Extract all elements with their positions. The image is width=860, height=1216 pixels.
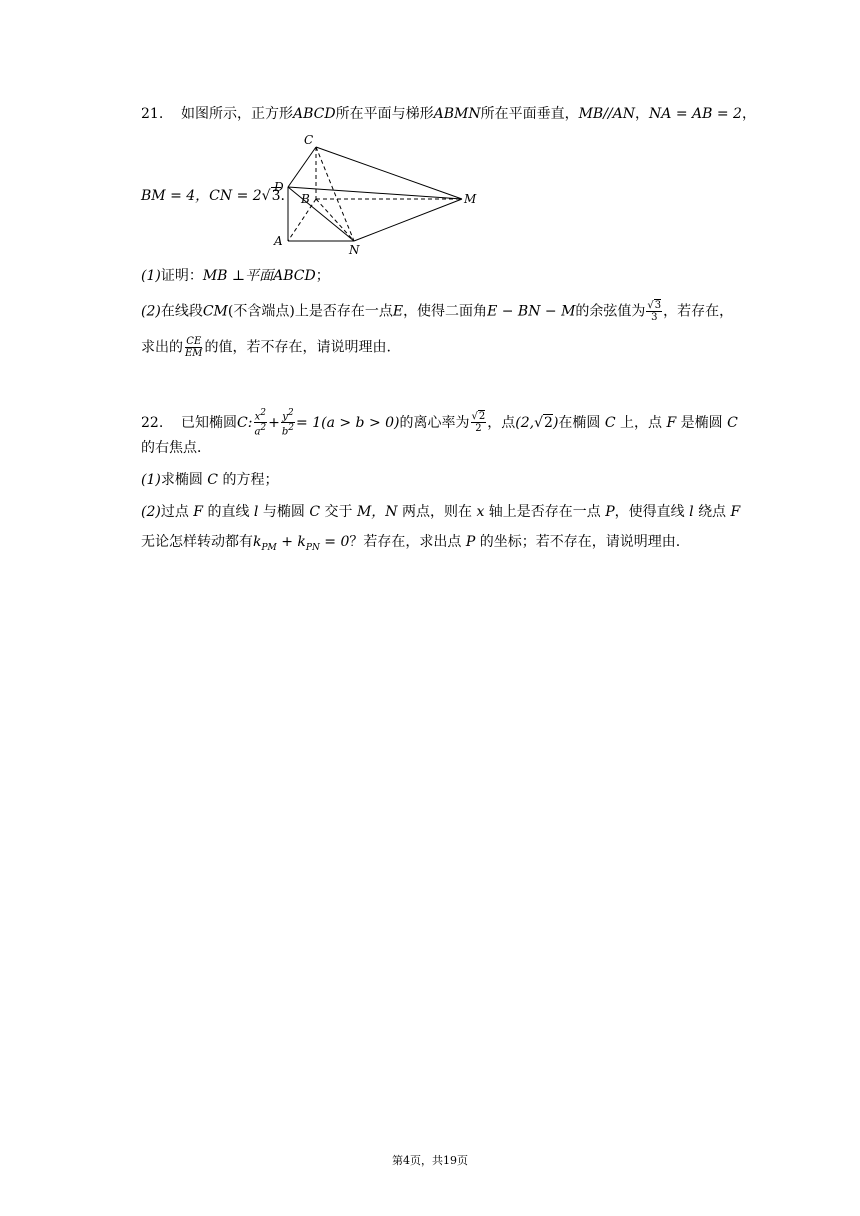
q22-text: 在椭圆 (558, 414, 601, 431)
fraction-numerator: y (282, 411, 288, 423)
q21-condition: MB//AN (578, 106, 636, 122)
edge-cd (288, 147, 316, 187)
sqrt-symbol: √ (647, 300, 654, 311)
cos-fraction (646, 300, 662, 323)
q22-text: 过点 (160, 504, 189, 520)
q22-math: C (727, 414, 738, 431)
label-d: D (274, 180, 284, 194)
y-fraction (281, 408, 295, 438)
q22-math: l (689, 504, 694, 520)
subscript: PN (305, 542, 320, 553)
q21-math: E − BN − M (487, 303, 576, 320)
x-fraction (253, 408, 267, 438)
q21-part-2-cont (141, 336, 391, 359)
q22-text: ，点 (487, 414, 516, 431)
q22-text: 交于 (324, 504, 353, 520)
q21-math: CM (202, 303, 228, 320)
exponent: 2 (288, 423, 295, 434)
q21-abmn: ABMN (433, 106, 481, 122)
q21-radicand: 3 (271, 188, 281, 204)
q22-text: 绕点 (698, 504, 727, 520)
q22-math: C (207, 472, 219, 488)
fraction-denominator: 3 (651, 312, 658, 323)
edge-nm (354, 199, 462, 241)
q21-text: 上是否存在一点 (294, 303, 393, 320)
q21-text: ，使得二面角 (403, 303, 488, 320)
q22-text: 的坐标；若不存在，请说明理由. (479, 534, 681, 550)
fraction-numerator: CE (186, 336, 202, 347)
q21-line-2 (141, 186, 285, 206)
q22-math: P (605, 504, 615, 520)
q22-math: = 0 (319, 534, 350, 550)
q21-line-1 (141, 104, 756, 124)
q22-math: k (253, 534, 262, 550)
q21-math: E (392, 303, 404, 320)
q22-line-1: 22. 已知椭圆C: $\frac{x^2}{a^2}$ + $\frac{y^2}{b^2}$ = 1(a > b > 0)的离心率为 $\frac{√2}{2}$ ，点(2,√2)在椭圆 C 上，点 F 是椭圆 C (141, 408, 738, 438)
q22-text: 的方程； (222, 472, 279, 488)
q22-math: + (276, 534, 298, 550)
q21-text: 的余弦值为 (575, 303, 646, 320)
q22-math: P (465, 534, 476, 550)
q22-math: = 1(a > b > 0) (296, 414, 400, 431)
q22-text: 与椭圆 (262, 504, 305, 520)
q22-math: ) (552, 414, 559, 431)
q21-text: ， (635, 106, 650, 122)
q22-text: 已知椭圆 (181, 414, 237, 431)
fraction-numerator: 3 (654, 300, 662, 311)
q21-part-1 (141, 266, 330, 286)
fraction-denominator: a (254, 426, 261, 438)
part-tag: (2) (141, 504, 161, 520)
q21-number: 21. (141, 106, 164, 122)
q21-text: 的值，若不存在，请说明理由. (204, 339, 391, 356)
q22-text: 的直线 (207, 504, 250, 520)
geometry-figure (270, 133, 490, 258)
q22-text: ？若存在，求出点 (349, 534, 462, 550)
q22-math: F (730, 504, 741, 520)
fraction-denominator: 2 (475, 423, 482, 435)
label-b: B (301, 192, 310, 206)
q21-abcd: ABCD (293, 106, 336, 122)
q22-text: 轴上是否存在一点 (488, 504, 601, 520)
q21-text: ， (741, 106, 756, 122)
label-c: C (304, 133, 314, 147)
q22-text: 是椭圆 (680, 414, 723, 431)
q22-part-2-cont (141, 532, 680, 558)
page-footer: 第4页，共19页 (392, 1154, 468, 1167)
q22-number: 22. (141, 414, 164, 431)
fraction-numerator: 2 (478, 411, 486, 423)
q22-math: C (309, 504, 321, 520)
q22-math: C (604, 414, 616, 431)
q22-text: 的离心率为 (399, 414, 470, 431)
subscript: PM (261, 542, 277, 553)
fraction-denominator: b (281, 426, 289, 438)
q22-math: M，N (356, 504, 398, 520)
q22-text: 上，点 (620, 414, 663, 431)
q22-math: F (666, 414, 677, 431)
exponent: 2 (260, 408, 266, 418)
q22-text: 两点，则在 (401, 504, 472, 520)
q21-text: ，若存在， (663, 303, 734, 320)
label-a: A (274, 234, 283, 248)
q21-condition: ，CN = 2 (195, 188, 262, 204)
q21-text: (不含端点) (227, 303, 295, 320)
q22-text: 求椭圆 (160, 472, 203, 488)
part-tag: (2) (141, 303, 161, 320)
q22-math: x (476, 504, 485, 520)
q22-math: F (193, 504, 204, 520)
q22-part-2 (141, 502, 740, 522)
edge-dn (288, 187, 354, 241)
q22-text: ，使得直线 (614, 504, 685, 520)
ratio-fraction (184, 336, 204, 359)
edge-bn-hidden (316, 199, 354, 241)
q21-condition: NA = AB = 2 (649, 106, 742, 122)
edge-cm (316, 147, 462, 199)
q22-math: (2, (515, 414, 535, 431)
q22-part-1 (141, 470, 278, 490)
label-m: M (464, 192, 477, 206)
q21-part-2 (141, 300, 733, 323)
q21-abcd: ABCD (273, 268, 316, 284)
fraction-numerator: x (254, 411, 261, 423)
q22-math: k (297, 534, 306, 550)
part-tag: (1) (141, 268, 161, 284)
q22-math: l (253, 504, 259, 520)
edge-dm (288, 187, 462, 199)
q21-text: 证明： (160, 268, 203, 284)
q22-radicand: 2 (544, 414, 553, 431)
exponent: 2 (260, 423, 267, 434)
sqrt-symbol: √ (534, 414, 544, 431)
sqrt-symbol: √ (261, 188, 271, 204)
q21-text: 在线段 (160, 303, 203, 320)
fraction-denominator: EM (185, 348, 203, 359)
q21-text: ； (315, 268, 330, 284)
q21-text: 所在平面垂直， (480, 106, 579, 122)
q21-text: 所在平面与梯形 (335, 106, 434, 122)
edge-cn-hidden (316, 147, 354, 241)
q21-math: MB ⊥平面 (202, 268, 274, 284)
q21-text: . (280, 188, 285, 204)
label-n: N (349, 243, 360, 257)
eccentricity-fraction (471, 411, 487, 434)
q22-math: C: (237, 414, 253, 431)
q21-text: 求出的 (141, 339, 183, 356)
sqrt-symbol: √ (471, 411, 478, 423)
q21-text: 如图所示，正方形 (181, 106, 293, 122)
q21-condition: BM = 4 (141, 188, 196, 204)
part-tag: (1) (141, 472, 161, 488)
q22-text: 无论怎样转动都有 (141, 534, 253, 550)
exponent: 2 (287, 408, 294, 418)
q22-text: 的右焦点． (141, 440, 211, 456)
q22-line-2 (141, 438, 211, 458)
